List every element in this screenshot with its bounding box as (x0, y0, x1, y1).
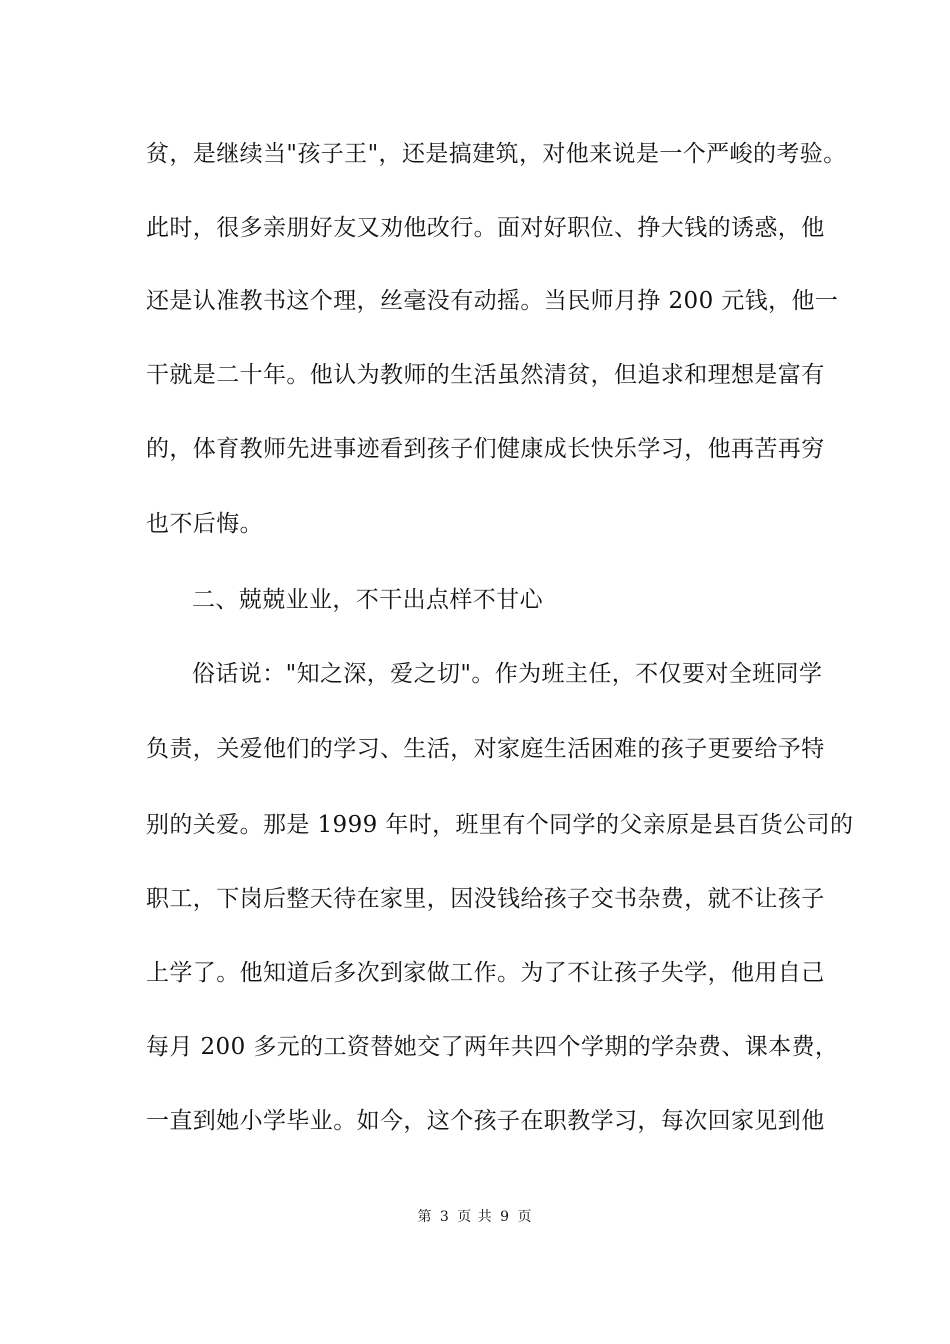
body-text-line: 上学了。他知道后多次到家做工作。为了不让孩子失学，他用自己 (146, 960, 825, 986)
total-pages-number: 9 (500, 1209, 511, 1225)
body-text-line: 也不后悔。 (146, 511, 263, 537)
body-text-line: 此时，很多亲朋好友又劝他改行。面对好职位、挣大钱的诱惑，他 (146, 215, 825, 241)
body-text-line: 俗话说："知之深，爱之切"。作为班主任，不仅要对全班同学 (192, 661, 823, 687)
page-footer (0, 1208, 950, 1226)
body-text-line: 负责，关爱他们的学习、生活，对家庭生活困难的孩子更要给予特 (146, 736, 825, 762)
page-label-suffix: 页 (517, 1209, 533, 1225)
page-label-prefix: 第 (417, 1209, 433, 1225)
body-text-line: 职工，下岗后整天待在家里，因没钱给孩子交书杂费，就不让孩子 (146, 886, 825, 912)
body-text-line: 干就是二十年。他认为教师的生活虽然清贫，但追求和理想是富有 (146, 362, 825, 388)
body-text-line: 别的关爱。那是 1999 年时，班里有个同学的父亲原是县百货公司的 (146, 812, 854, 838)
body-text-line: 每月 200 多元的工资替她交了两年共四个学期的学杂费、课本费， (146, 1034, 839, 1060)
section-heading: 二、兢兢业业，不干出点样不甘心 (192, 587, 543, 613)
body-text-line: 还是认准教书这个理，丝毫没有动摇。当民师月挣 200 元钱，他一 (146, 288, 839, 314)
body-text-line: 一直到她小学毕业。如今，这个孩子在职教学习，每次回家见到他 (146, 1108, 825, 1134)
body-text-line: 的，体育教师先进事迹看到孩子们健康成长快乐学习，他再苦再穷 (146, 436, 825, 462)
body-text-line: 贫，是继续当"孩子王"，还是搞建筑，对他来说是一个严峻的考验。 (146, 141, 847, 167)
current-page-number: 3 (439, 1209, 450, 1225)
page-label-mid: 页 共 (457, 1209, 493, 1225)
